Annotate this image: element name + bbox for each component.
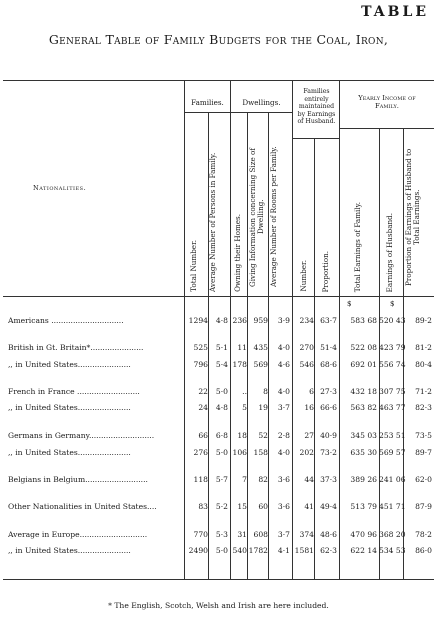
row-label: Germans in Germany........................... — [8, 431, 155, 440]
cell-giving: 158 — [253, 448, 268, 457]
header-number: Number. — [299, 260, 308, 292]
table-row — [3, 529, 434, 540]
cell-prop-earn: 82·3 — [415, 403, 432, 412]
header-proportion: Proportion. — [321, 250, 330, 292]
cell-giving: 959 — [253, 316, 268, 325]
cell-total: 24 — [198, 403, 208, 412]
cell-owning: 106 — [232, 448, 247, 457]
table-row — [3, 342, 434, 353]
cell-prop-earn: 73·5 — [415, 431, 432, 440]
cell-giving: 608 — [253, 530, 268, 539]
cell-rooms: 3·6 — [277, 475, 290, 484]
cell-husband-earn: 253 51 — [379, 431, 406, 440]
cell-husband-earn: 520 43 — [379, 316, 406, 325]
cell-total: 1294 — [188, 316, 208, 325]
cell-husband-earn: 307 75 — [379, 387, 406, 396]
cell-owning: 11 — [237, 343, 247, 352]
cell-total: 83 — [198, 502, 208, 511]
cell-total: 22 — [198, 387, 208, 396]
cell-total: 118 — [193, 475, 208, 484]
table-row — [3, 430, 434, 441]
header-families-maintained: Families entirely maintained by Earnings of Husband. — [297, 88, 336, 125]
header-nationalities: Nationalities. — [33, 184, 87, 192]
cell-avg-persons: 6·8 — [215, 431, 228, 440]
header-prop-earnings: Proportion of Earnings of Husband to Total Earnings. — [404, 148, 421, 286]
cell-total: 66 — [198, 431, 208, 440]
row-label: ,, in United States...................... — [8, 448, 131, 457]
row-label: Other Nationalities in United States.... — [8, 502, 157, 511]
dollar-sign-total: $ — [347, 300, 352, 308]
row-label: French in France .......................... — [8, 387, 140, 396]
cell-rooms: 3·6 — [277, 502, 290, 511]
cell-fam-num: 270 — [299, 343, 314, 352]
header-dwellings: Dwellings. — [242, 98, 281, 107]
cell-owning: 540 — [232, 546, 247, 555]
cell-fam-prop: 73·2 — [320, 448, 337, 457]
table-row — [3, 545, 434, 556]
cell-avg-persons: 5·3 — [215, 530, 228, 539]
cell-fam-prop: 27·3 — [320, 387, 337, 396]
cell-fam-prop: 37·3 — [320, 475, 337, 484]
cell-total: 276 — [193, 448, 208, 457]
rule-group-dwellings — [231, 112, 292, 113]
cell-total: 2490 — [188, 546, 208, 555]
cell-owning: 31 — [237, 530, 247, 539]
cell-avg-persons: 5·0 — [215, 448, 228, 457]
cell-giving: 8 — [263, 387, 268, 396]
cell-total-earn: 583 68 — [350, 316, 377, 325]
row-label: ,, in United States...................... — [8, 360, 131, 369]
cell-husband-earn: 556 74 — [379, 360, 406, 369]
cell-fam-prop: 63·7 — [320, 316, 337, 325]
cell-fam-prop: 40·9 — [320, 431, 337, 440]
cell-owning: .. — [242, 387, 247, 396]
header-families: Families. — [191, 98, 224, 107]
cell-prop-earn: 87·9 — [415, 502, 432, 511]
row-label: Americans .............................. — [8, 316, 124, 325]
cell-fam-num: 374 — [299, 530, 314, 539]
cell-total-earn: 692 01 — [350, 360, 377, 369]
cell-fam-num: 202 — [299, 448, 314, 457]
cell-prop-earn: 62·0 — [415, 475, 432, 484]
table-row — [3, 447, 434, 458]
header-avg-persons: Average Number of Persons in Family. — [208, 152, 217, 292]
cell-avg-persons: 5·7 — [215, 475, 228, 484]
cell-total-earn: 432 18 — [350, 387, 377, 396]
cell-avg-persons: 4·8 — [215, 316, 228, 325]
cell-rooms: 4·0 — [277, 387, 290, 396]
cell-giving: 19 — [258, 403, 268, 412]
cell-rooms: 4·0 — [277, 343, 290, 352]
cell-rooms: 2·8 — [277, 431, 290, 440]
cell-total: 770 — [193, 530, 208, 539]
cell-total-earn: 470 96 — [350, 530, 377, 539]
cell-prop-earn: 80·4 — [415, 360, 432, 369]
cell-owning: 18 — [237, 431, 247, 440]
row-label: ,, in United States...................... — [8, 546, 131, 555]
table-row — [3, 402, 434, 413]
cell-prop-earn: 89·7 — [415, 448, 432, 457]
cell-fam-num: 44 — [304, 475, 314, 484]
cell-fam-num: 1581 — [294, 546, 314, 555]
cell-fam-prop: 51·4 — [320, 343, 337, 352]
cell-avg-persons: 4·8 — [215, 403, 228, 412]
cell-prop-earn: 78·2 — [415, 530, 432, 539]
cell-total-earn: 635 30 — [350, 448, 377, 457]
cell-fam-prop: 66·6 — [320, 403, 337, 412]
cell-rooms: 3·7 — [277, 403, 290, 412]
cell-giving: 82 — [258, 475, 268, 484]
cell-rooms: 3·7 — [277, 530, 290, 539]
cell-total-earn: 563 82 — [350, 403, 377, 412]
cell-owning: 7 — [242, 475, 247, 484]
cell-avg-persons: 5·1 — [215, 343, 228, 352]
cell-fam-prop: 48·6 — [320, 530, 337, 539]
row-label: ,, in United States...................... — [8, 403, 131, 412]
cell-giving: 1782 — [248, 546, 268, 555]
cell-fam-prop: 49·4 — [320, 502, 337, 511]
cell-avg-persons: 5·4 — [215, 360, 228, 369]
header-earnings-husband: Earnings of Husband. — [385, 212, 394, 292]
rule-bottom — [3, 579, 434, 580]
cell-rooms: 3·9 — [277, 316, 290, 325]
cell-husband-earn: 451 71 — [379, 502, 406, 511]
header-total-number: Total Number. — [189, 240, 198, 292]
row-label: British in Gt. Britain*...................... — [8, 343, 144, 352]
table-row — [3, 474, 434, 485]
cell-husband-earn: 241 06 — [379, 475, 406, 484]
cell-prop-earn: 89·2 — [415, 316, 432, 325]
cell-husband-earn: 368 20 — [379, 530, 406, 539]
rule-group-income — [340, 128, 434, 129]
cell-husband-earn: 569 57 — [379, 448, 406, 457]
cell-fam-num: 41 — [304, 502, 314, 511]
page-label: TABLE — [361, 4, 429, 20]
cell-avg-persons: 5·0 — [215, 387, 228, 396]
cell-total-earn: 345 03 — [350, 431, 377, 440]
table-row — [3, 386, 434, 397]
header-avg-rooms: Average Number of Rooms per Family. — [269, 146, 278, 288]
cell-total: 796 — [193, 360, 208, 369]
cell-giving: 569 — [253, 360, 268, 369]
row-label: Belgians in Belgium.......................... — [8, 475, 148, 484]
rule-header-bottom — [3, 296, 434, 297]
cell-owning: 236 — [232, 316, 247, 325]
cell-total-earn: 622 14 — [350, 546, 377, 555]
rule-top — [3, 80, 434, 81]
cell-fam-num: 27 — [304, 431, 314, 440]
dollar-sign-husband: $ — [390, 300, 395, 308]
rule-group-families — [184, 112, 230, 113]
rule-group-maintained — [293, 138, 339, 139]
cell-prop-earn: 86·0 — [415, 546, 432, 555]
footnote: * The English, Scotch, Welsh and Irish are here included. — [108, 601, 329, 610]
cell-rooms: 4·6 — [277, 360, 290, 369]
table-row — [3, 501, 434, 512]
cell-giving: 60 — [258, 502, 268, 511]
cell-total: 525 — [193, 343, 208, 352]
header-owning-homes: Owning their Homes. — [233, 214, 242, 292]
header-yearly-income: Yearly Income of Family. — [358, 94, 416, 110]
cell-prop-earn: 81·2 — [415, 343, 432, 352]
cell-owning: 5 — [242, 403, 247, 412]
cell-fam-num: 234 — [299, 316, 314, 325]
cell-owning: 178 — [232, 360, 247, 369]
table-row — [3, 359, 434, 370]
cell-avg-persons: 5·2 — [215, 502, 228, 511]
cell-prop-earn: 71·2 — [415, 387, 432, 396]
header-total-earnings: Total Earnings of Family. — [353, 201, 362, 292]
header-giving-info: Giving Information concerning Size of Dwelling. — [248, 147, 265, 287]
cell-fam-num: 546 — [299, 360, 314, 369]
cell-fam-num: 6 — [309, 387, 314, 396]
cell-total-earn: 389 26 — [350, 475, 377, 484]
cell-rooms: 4·1 — [277, 546, 290, 555]
cell-total-earn: 513 79 — [350, 502, 377, 511]
cell-husband-earn: 534 53 — [379, 546, 406, 555]
cell-rooms: 4·0 — [277, 448, 290, 457]
cell-owning: 15 — [237, 502, 247, 511]
row-label: Average in Europe............................ — [8, 530, 148, 539]
table-title: General Table of Family Budgets for the Coal, Iron, — [48, 32, 389, 47]
cell-giving: 52 — [258, 431, 268, 440]
cell-avg-persons: 5·0 — [215, 546, 228, 555]
table-row — [3, 315, 434, 326]
cell-total-earn: 522 08 — [350, 343, 377, 352]
cell-husband-earn: 463 77 — [379, 403, 406, 412]
cell-fam-num: 16 — [304, 403, 314, 412]
cell-fam-prop: 62·3 — [320, 546, 337, 555]
family-budget-table — [3, 80, 434, 580]
cell-husband-earn: 423 79 — [379, 343, 406, 352]
cell-giving: 435 — [253, 343, 268, 352]
cell-fam-prop: 68·6 — [320, 360, 337, 369]
